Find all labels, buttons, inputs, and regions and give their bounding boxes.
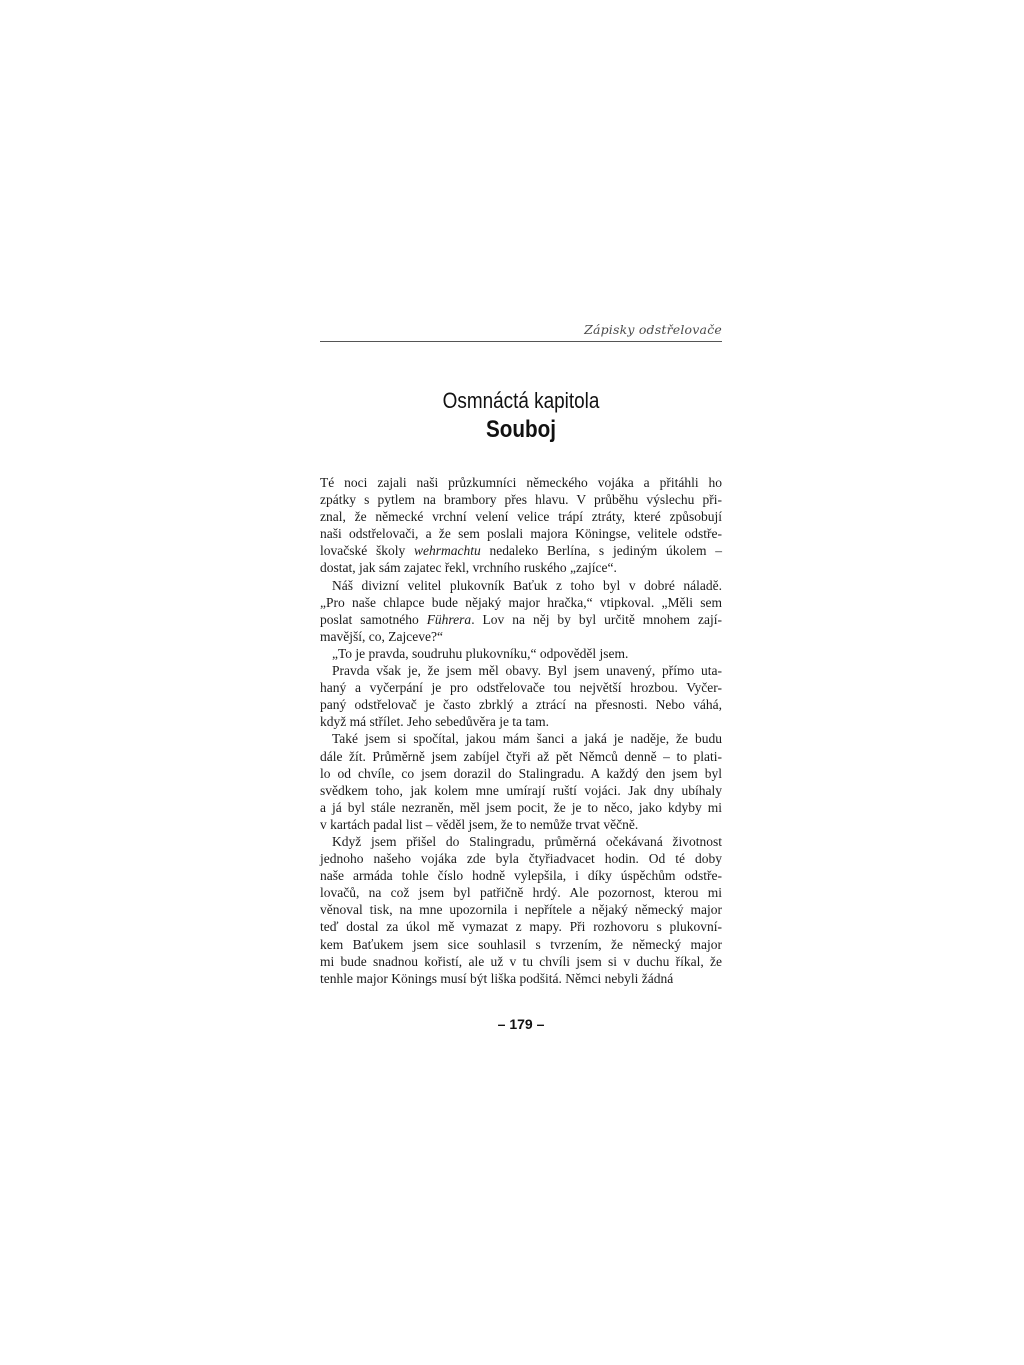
body-text (320, 474, 722, 987)
italic-term: wehrmachtu (414, 543, 481, 559)
text-line: „Pro naše chlapce bude nějaký major hračka,“ vtipkoval. „Měli sem (320, 594, 722, 610)
paragraph (320, 577, 722, 645)
text-line: paný odstřelovač je často zbrklý a ztrácí na přesnosti. Nebo váhá, (320, 697, 722, 713)
running-header: Zápisky odstřelovače (584, 322, 722, 337)
text-line: mi bude snadnou kořistí, ale už v tu chvíli jsem si v duchu říkal, že (320, 953, 722, 969)
text-line: Té noci zajali naši průzkumníci německého vojáka a přitáhli ho (320, 475, 722, 490)
text-line (320, 611, 722, 628)
text-line: v kartách padal list – věděl jsem, že to nemůže trvat věčně. (320, 816, 639, 832)
text-line: zpátky s pytlem na brambory přes hlavu. V průběhu výslechu při- (320, 492, 722, 508)
text-line: lovačů, na což jsem byl patřičně hrdý. Ale pozornost, kterou mi (320, 885, 722, 901)
text-line: „To je pravda, soudruhu plukovníku,“ odpověděl jsem. (332, 645, 629, 661)
text-line: haný a vyčerpání je pro odstřelovače tou největší hrozbou. Vyčer- (320, 680, 722, 696)
text-line: naši odstřelovači, a že sem poslali majora Köningse, velitele odstře- (320, 526, 722, 542)
chapter-title: Souboj (486, 416, 556, 443)
text-run: nedaleko Berlína, s jediným úkolem – (480, 543, 722, 559)
text-line: dále žít. Průměrně jsem zabíjel čtyři až pět Němců denně – to plati- (320, 748, 722, 764)
text-line: dostat, jak sám zajatec řekl, vrchního ruského „zajíce“. (320, 560, 617, 576)
text-line: věnoval tisk, na mne upozornila i nepřítele a nějaký německý major (320, 902, 722, 918)
text-line: kem Baťukem jsem sice souhlasil s tvrzením, že německý major (320, 936, 722, 952)
paragraph (320, 730, 722, 833)
text-run: poslat samotného (320, 611, 427, 627)
text-line: Náš divizní velitel plukovník Baťuk z toho byl v dobré náladě. (332, 577, 722, 593)
text-line: když má střílet. Jeho sebedůvěra je ta tam. (320, 714, 550, 730)
text-line: lo od chvíle, co jsem dorazil do Stalingradu. A každý den jsem byl (320, 765, 722, 781)
paragraph (320, 662, 722, 730)
text-line: znal, že německé vrchní velení velice trápí ztráty, které způsobují (320, 509, 722, 525)
italic-term: Führera (426, 611, 472, 627)
page-number: – 179 – (497, 1016, 545, 1032)
text-line: svědkem toho, jak kolem mne umírají ruští vojáci. Jak dny ubíhaly (320, 782, 722, 798)
text-line: tenhle major Könings musí být liška podšitá. Němci nebyli žádná (320, 970, 674, 986)
text-line (320, 542, 722, 559)
text-line: Pravda však je, že jsem měl obavy. Byl jsem unavený, přímo uta- (332, 663, 722, 679)
text-line: Když jsem přišel do Stalingradu, průměrná očekávaná životnost (332, 833, 722, 849)
text-run: lovačské školy (320, 543, 415, 559)
chapter-number: Osmnáctá kapitola (442, 388, 600, 413)
text-line: naše armáda tohle číslo hodně vylepšila, i díky úspěchům odstře- (320, 868, 722, 884)
text-line: a já byl stále nezraněn, měl jsem pocit, že je to něco, jako kdyby mi (320, 799, 722, 815)
text-line: Také jsem si spočítal, jakou mám šanci a jaká je naděje, že budu (332, 731, 722, 747)
text-line: teď dostal za úkol mě vymazat z mapy. Při rozhovoru s plukovní- (320, 919, 722, 935)
paragraph (320, 833, 722, 987)
text-run: . Lov na něj by byl určitě mnohem zají- (471, 611, 722, 627)
paragraph (320, 474, 722, 577)
paragraph (320, 645, 722, 662)
text-line: mavější, co, Zajceve?“ (320, 628, 443, 644)
text-line: jednoho našeho vojáka zde byla čtyřiadvacet hodin. Od té doby (320, 851, 722, 867)
header-rule (320, 341, 722, 342)
